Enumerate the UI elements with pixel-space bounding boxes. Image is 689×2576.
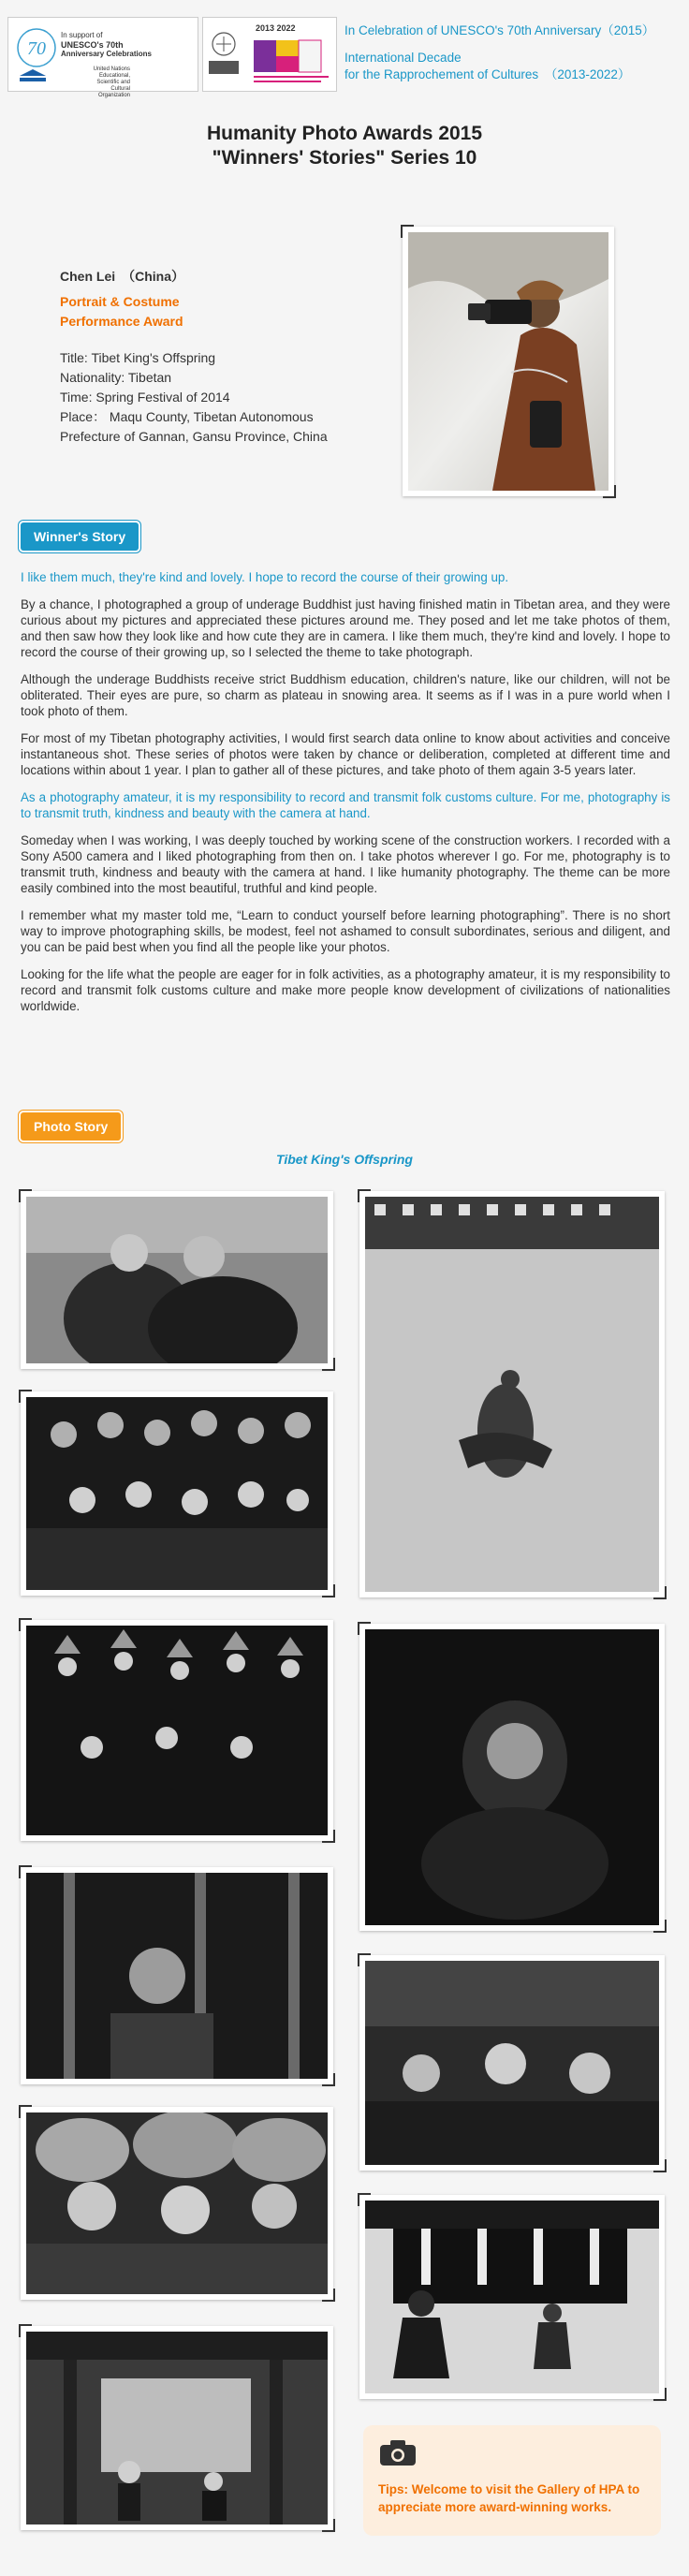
celebration-caption: In Celebration of UNESCO's 70th Anniversary（2015） bbox=[344, 23, 655, 37]
story-paragraph-3: For most of my Tibetan photography activities, I would first search data online to know about activities and conceive instantaneous shot. These series of photos were taken by chance or deliberation, completed at different time and locations within about 1 year. I plan to gather all of these pictures, and take photo of them again 3-5 years later. bbox=[21, 731, 670, 777]
award-line2: Performance Award bbox=[60, 314, 183, 329]
story-paragraph-5: I remember what my master told me, “Learn to conduct yourself before learning photographing”. There is no short way to improve photographing skills, be modest, feel not ashamed to consult subordinates, serious and diligent, and you can be paid best when you find all the people like your photos. bbox=[21, 908, 670, 954]
gallery-photo-9[interactable] bbox=[359, 1955, 665, 2171]
unesco-temple-icon bbox=[18, 68, 48, 83]
tips-text: Tips: Welcome to visit the Gallery of HPA to appreciate more award-winning works. bbox=[378, 2482, 640, 2514]
detail-place-line1: Place： Maqu County, Tibetan Autonomous bbox=[60, 409, 314, 424]
title-line2: "Winners' Stories" Series 10 bbox=[212, 147, 477, 169]
story-paragraph-4: Someday when I was working, I was deeply touched by working scene of the construction workers. I recorded with a Sony A500 camera and I liked photographing from then on. I take photos wherever I go. For me, photography is to transmit truth, kindness and beauty with the camera at hand. I like humanity photography. The theme can be more easily combined into the most beautiful, truthful and kind people. bbox=[21, 833, 670, 895]
logo-unesco-text: UNESCO's 70th bbox=[61, 40, 124, 50]
gallery-photo-5[interactable] bbox=[21, 2107, 333, 2300]
photo-series-title: Tibet King's Offspring bbox=[276, 1152, 413, 1167]
award-line1: Portrait & Costume bbox=[60, 294, 180, 309]
gallery-photo-2[interactable] bbox=[21, 1391, 333, 1596]
header-captions bbox=[344, 22, 685, 83]
page-title bbox=[0, 122, 689, 170]
winners-story-text bbox=[21, 569, 670, 1025]
gallery-photo-3[interactable] bbox=[21, 1620, 333, 1841]
photo-details bbox=[60, 348, 328, 447]
header bbox=[0, 0, 689, 101]
gallery-photo-7[interactable] bbox=[359, 1191, 665, 1597]
winner-profile bbox=[60, 267, 328, 447]
detail-title: Title: Tibet King's Offspring bbox=[60, 350, 216, 365]
detail-nationality: Nationality: Tibetan bbox=[60, 370, 172, 385]
award-category bbox=[60, 292, 328, 331]
camera-icon bbox=[378, 2438, 418, 2466]
detail-time: Time: Spring Festival of 2014 bbox=[60, 390, 230, 405]
winner-name: Chen Lei （China） bbox=[60, 269, 185, 284]
logo-anniversary-text: Anniversary Celebrations bbox=[61, 50, 152, 58]
story-paragraph-2: Although the underage Buddhists receive strict Buddhism education, children's nature, like our children, will not be obliterated. Their eyes are pure, so charm as plateau in snowing area. It seems as if I was in a pure world when I took photo of them. bbox=[21, 672, 670, 718]
story-lead: I like them much, they're kind and lovely. I hope to record the course of their growing up. bbox=[21, 570, 509, 584]
tips-box bbox=[363, 2425, 661, 2536]
decade-caption-line2: for the Rapprochement of Cultures （2013-2022） bbox=[344, 67, 631, 81]
winners-story-badge: Winner's Story bbox=[21, 523, 139, 551]
photo-story-badge: Photo Story bbox=[21, 1112, 121, 1141]
logo-support-text: In support of bbox=[61, 31, 103, 39]
story-paragraph-6: Looking for the life what the people are eager for in folk activities, as a photography amateur, it is my responsibility to record and transmit folk customs culture and make more people know development of civilizations of nationalities worldwide. bbox=[21, 967, 670, 1013]
title-line1: Humanity Photo Awards 2015 bbox=[206, 123, 483, 144]
winner-portrait bbox=[403, 227, 614, 496]
detail-place-line2: Prefecture of Gannan, Gansu Province, China bbox=[60, 429, 328, 444]
photographer-photo bbox=[408, 232, 608, 491]
seventy-emblem-icon bbox=[16, 27, 57, 68]
logo-org-text: United Nations Educational, Scientific and Cultural Organization bbox=[93, 66, 130, 98]
gallery-photo-6[interactable] bbox=[21, 2326, 333, 2530]
unesco-70th-logo bbox=[7, 17, 198, 98]
gallery-photo-4[interactable] bbox=[21, 1867, 333, 2084]
story-highlight: As a photography amateur, it is my responsibility to record and transmit folk customs culture. For me, photography is to transmit truth, kindness and beauty with the camera at hand. bbox=[21, 790, 670, 820]
gallery-photo-8[interactable] bbox=[359, 1624, 665, 1931]
decade-years-text: 2013 2022 bbox=[256, 23, 296, 33]
decade-logo bbox=[202, 17, 337, 92]
svg-text:70: 70 bbox=[27, 38, 46, 59]
decade-caption-line1: International Decade bbox=[344, 51, 462, 65]
gallery-photo-10[interactable] bbox=[359, 2195, 665, 2399]
gallery-photo-1[interactable] bbox=[21, 1191, 333, 1369]
story-paragraph-1: By a chance, I photographed a group of underage Buddhist just having finished matin in Tibetan area, and they were curious about my pictures and appreciated these pictures around me. They posed and let me take photos of them, and then saw how they look like and how cute they are in camera. I like them much, they're kind and lovely. I hope to record the course of their growing up, so I selected the theme to take photograph. bbox=[21, 597, 670, 659]
